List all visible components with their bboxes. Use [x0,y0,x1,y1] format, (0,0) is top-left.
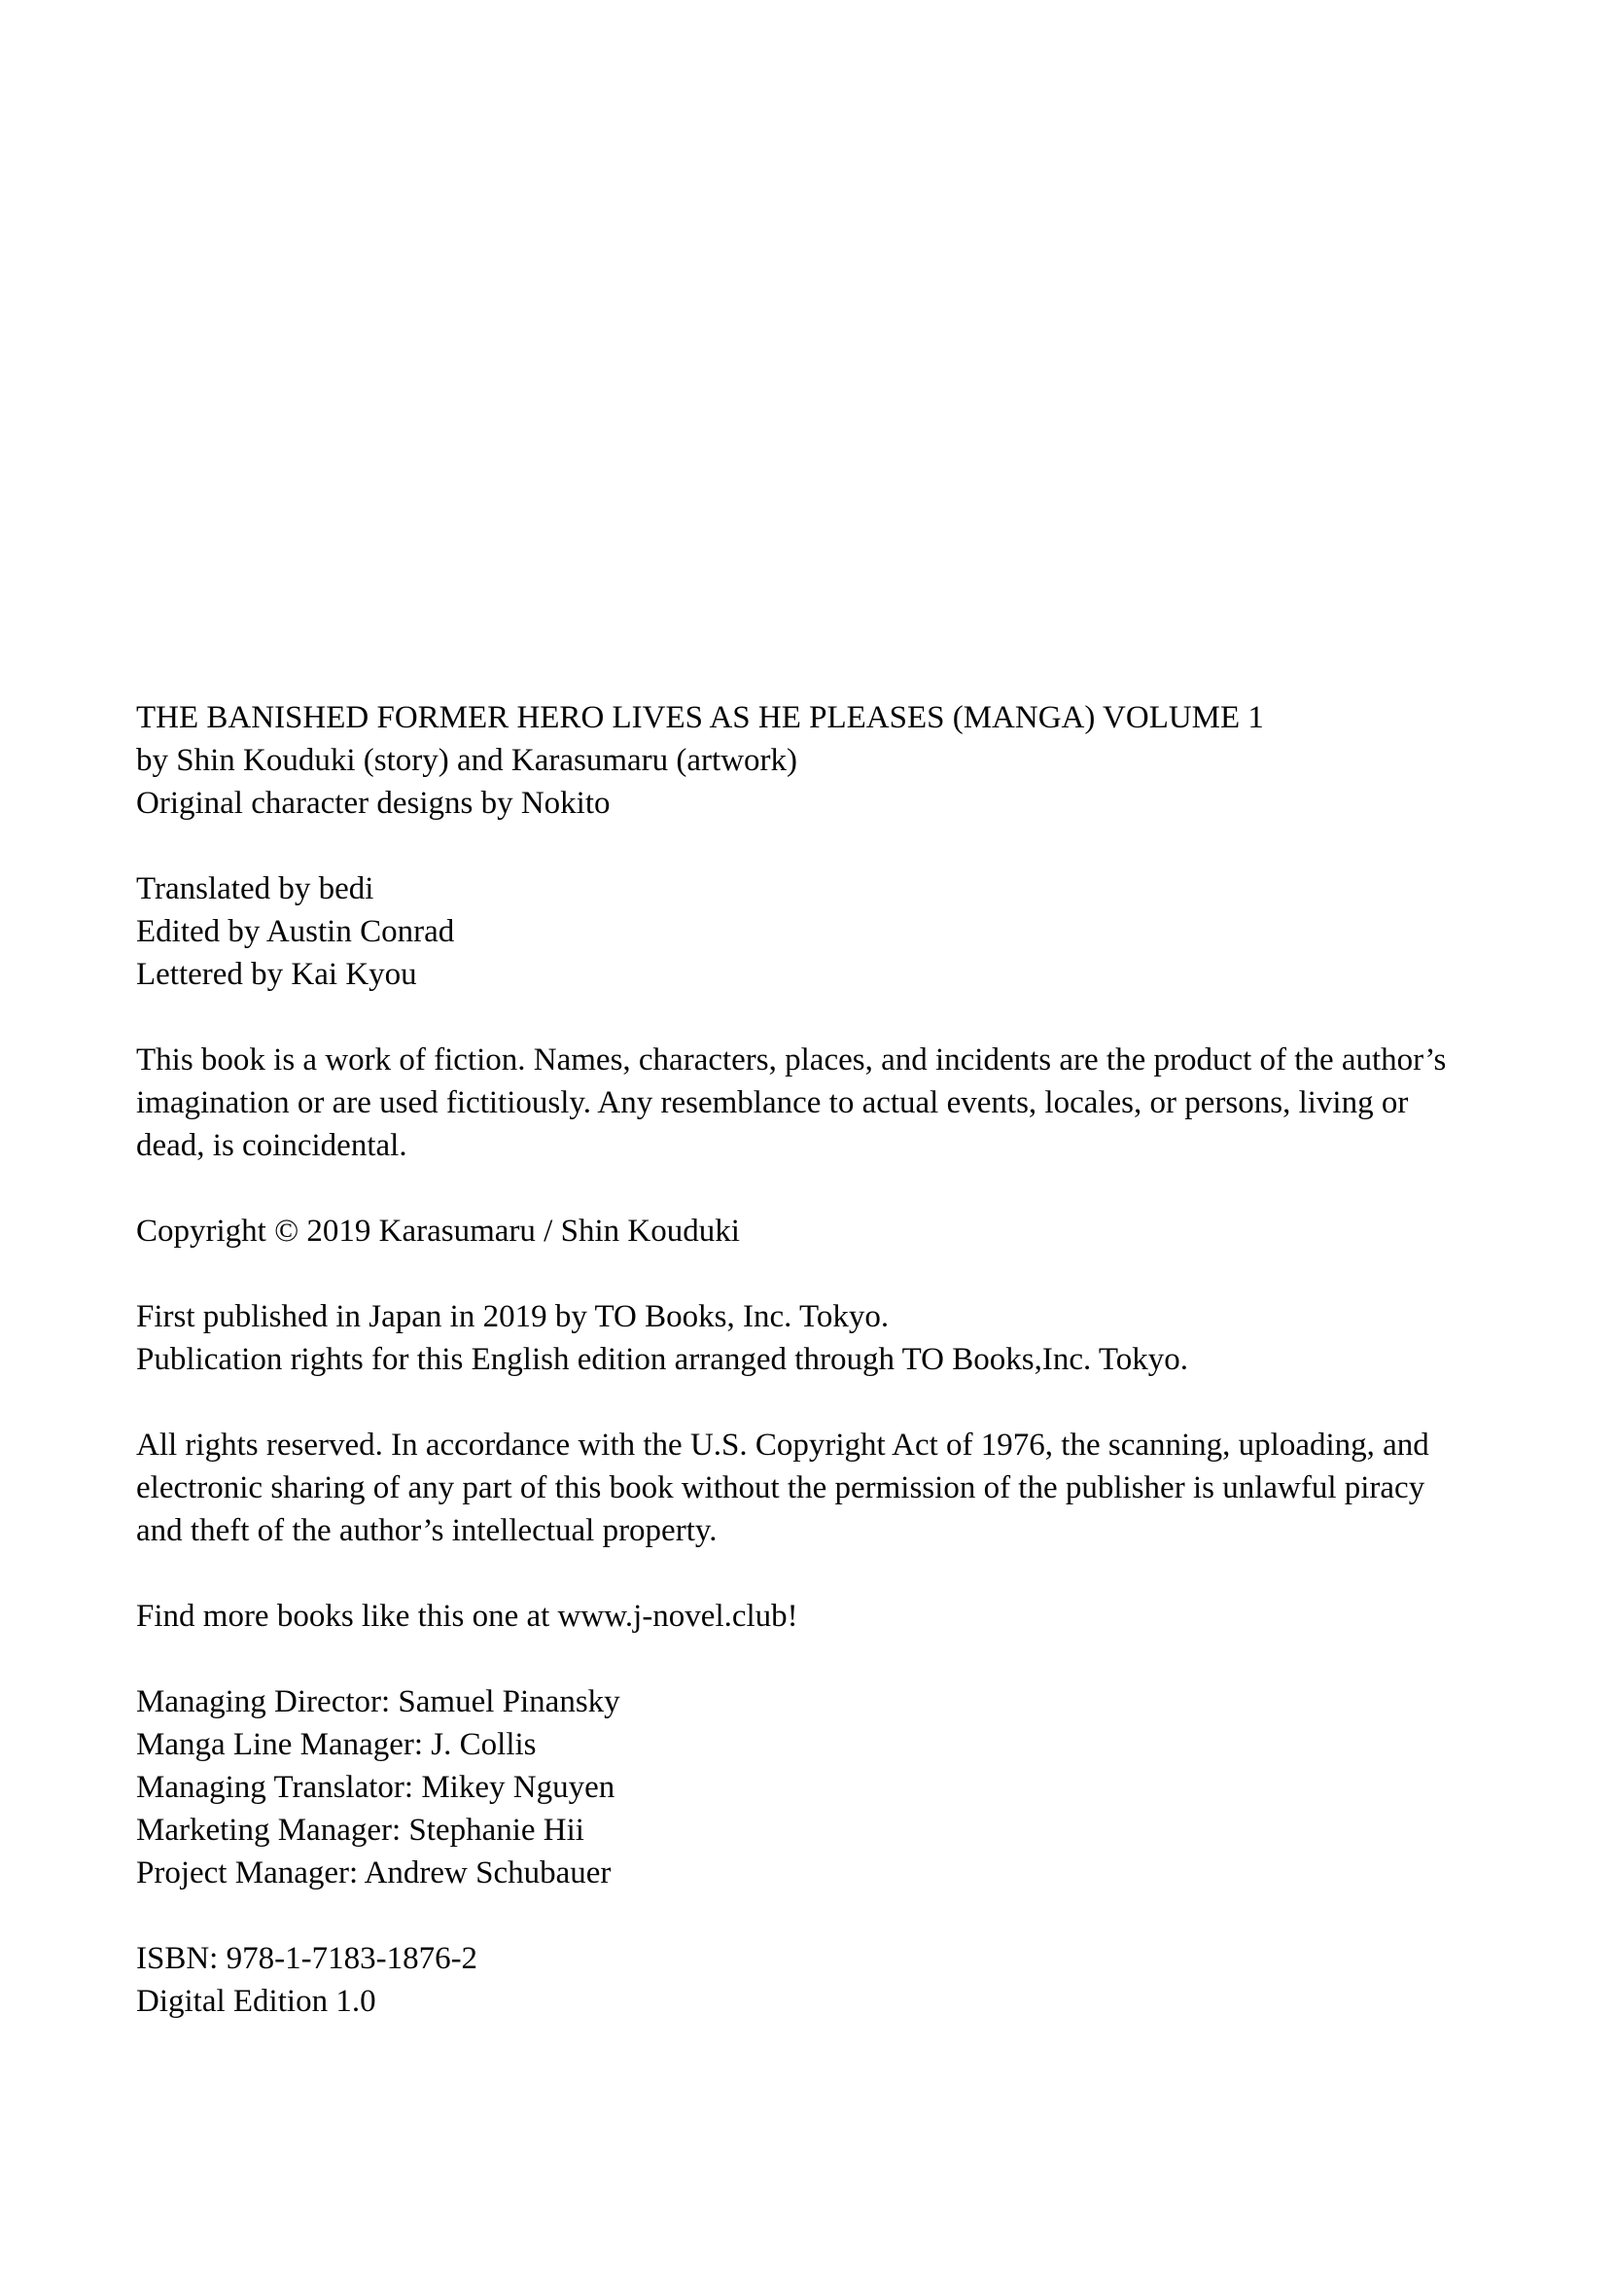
byline: by Shin Kouduki (story) and Karasumaru (artwork) [136,743,798,778]
letterer-credit: Lettered by Kai Kyou [136,957,417,992]
credit-managing-director: Managing Director: Samuel Pinansky [136,1684,620,1719]
book-title: THE BANISHED FORMER HERO LIVES AS HE PLEASES (MANGA) VOLUME 1 [136,700,1264,735]
credit-manga-line-manager: Manga Line Manager: J. Collis [136,1727,537,1762]
first-published-line: First published in Japan in 2019 by TO Books, Inc. Tokyo. [136,1299,890,1334]
colophon-text-block [136,696,1473,2066]
digital-edition-line: Digital Edition 1.0 [136,1984,376,2019]
edition-block [136,1937,1473,2023]
promo-line: Find more books like this one at www.j-novel.club! [136,1599,798,1634]
fiction-disclaimer: This book is a work of fiction. Names, characters, places, and incidents are the product of the author’s imagination or are used fictitiously. Any resemblance to actual events, locales, or persons, living or dead, is coincidental. [136,1042,1447,1163]
staff-block [136,867,1473,996]
credit-managing-translator: Managing Translator: Mikey Nguyen [136,1770,615,1805]
title-block [136,696,1473,825]
credit-marketing-manager: Marketing Manager: Stephanie Hii [136,1813,584,1848]
editor-credit: Edited by Austin Conrad [136,914,455,949]
character-designs-credit: Original character designs by Nokito [136,786,611,821]
publication-rights-line: Publication rights for this English edition arranged through TO Books,Inc. Tokyo. [136,1342,1189,1377]
credits-block [136,1680,1473,1894]
translator-credit: Translated by bedi [136,871,374,906]
credit-project-manager: Project Manager: Andrew Schubauer [136,1855,612,1890]
isbn-line: ISBN: 978-1-7183-1876-2 [136,1941,478,1976]
rights-notice: All rights reserved. In accordance with the U.S. Copyright Act of 1976, the scanning, uploading, and electronic sharing of any part of this book without the permission of the publisher is unlawful piracy and theft of the author’s intellectual property. [136,1428,1429,1548]
publication-block [136,1295,1473,1381]
copyright-line: Copyright © 2019 Karasumaru / Shin Kouduki [136,1214,740,1249]
